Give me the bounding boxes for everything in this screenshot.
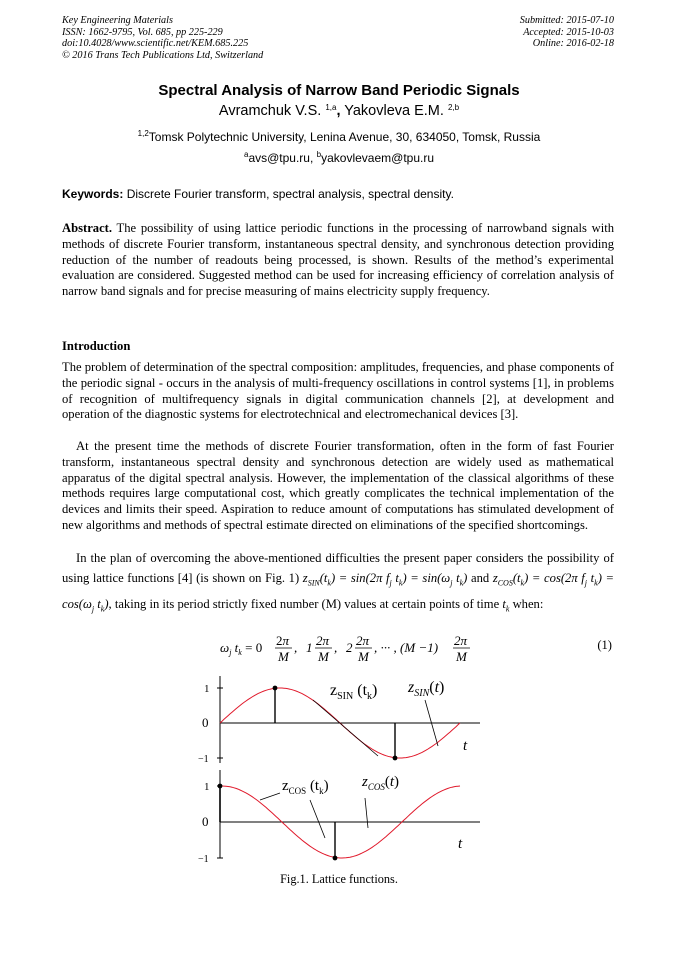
abstract bbox=[62, 221, 614, 300]
svg-text:M: M bbox=[456, 649, 467, 664]
accepted-date: Accepted: 2015-10-03 bbox=[523, 26, 614, 38]
intro-paragraph-3 bbox=[62, 548, 614, 619]
cos-tick-label-0: 0 bbox=[202, 814, 209, 829]
copyright: © 2016 Trans Tech Publications Ltd, Switzerland bbox=[62, 49, 264, 61]
intro-p3-when: when: bbox=[512, 596, 544, 611]
author-affiliation-mark: 1,a bbox=[325, 103, 337, 112]
cos-leader-line bbox=[365, 798, 368, 828]
equation-1-graphic bbox=[220, 633, 490, 665]
sin-tick-label-1: 1 bbox=[204, 683, 210, 695]
svg-text:M: M bbox=[278, 649, 289, 664]
author-name: Yakovleva E.M. bbox=[344, 103, 444, 119]
svg-text:2π: 2π bbox=[316, 633, 330, 648]
abstract-text: The possibility of using lattice periodic functions in the processing of narrowband signals with methods of discrete Fourier transform, instantaneous spectral density, and synchronous detection providing reduction of the number of readouts being processed, is shown. Results of the method’s experimental evaluation are considered. Suggested method can be used for increasing efficiency of correlation analysis of narrow band signals and for precise measuring of mains electricity supply frequency. bbox=[62, 221, 615, 299]
intro-p3-text: In the plan of overcoming the above-mentioned difficulties the present paper considers the possibility of using lattice functions [4] (is shown on Fig. 1) bbox=[62, 551, 614, 585]
figure-1 bbox=[180, 668, 500, 873]
lattice-functions-plot bbox=[180, 668, 500, 868]
figure-caption: Fig.1. Lattice functions. bbox=[280, 872, 398, 886]
tk-symbol: $t_k$ bbox=[502, 596, 510, 614]
affiliation-text: Tomsk Polytechnic University, Lenina Avenue, 30, 634050, Tomsk, Russia bbox=[148, 130, 541, 144]
email-address: yakovlevaem@tpu.ru bbox=[321, 151, 435, 165]
section-heading: Introduction bbox=[62, 339, 131, 353]
svg-text:2π: 2π bbox=[454, 633, 468, 648]
cos-sample-dot bbox=[333, 856, 338, 861]
svg-text:1: 1 bbox=[306, 640, 313, 655]
equation-1 bbox=[220, 633, 490, 669]
sin-axis-label: t bbox=[463, 738, 468, 754]
svg-text:,: , bbox=[294, 640, 298, 655]
sin-sample-dot bbox=[273, 686, 278, 691]
issn: ISSN: 1662-9795, Vol. 685, pp 225-229 bbox=[62, 26, 223, 38]
svg-text:2: 2 bbox=[346, 640, 353, 655]
email-mark: a bbox=[243, 150, 249, 159]
keywords bbox=[62, 187, 614, 201]
journal-header-left bbox=[62, 15, 263, 61]
keywords-label: Keywords: bbox=[62, 187, 124, 201]
abstract-label: Abstract. bbox=[62, 221, 113, 235]
svg-text:ωj tk = 0: $\omega_j$ $t_k = 0$ bbox=[220, 640, 263, 657]
svg-text:,: , bbox=[334, 640, 338, 655]
svg-text:2π: 2π bbox=[356, 633, 370, 648]
email-line: $^a$avs@tpu.ru, $^b$yakovlevaem@tpu.ru bbox=[243, 150, 435, 165]
cos-tick-label-minus-1: −1 bbox=[198, 854, 209, 865]
equation-number: (1) bbox=[597, 638, 612, 652]
affiliation bbox=[0, 130, 678, 144]
intro-p3-and: and bbox=[470, 571, 490, 585]
submitted-date: Submitted: 2015-07-10 bbox=[519, 15, 614, 26]
journal-header-right bbox=[520, 15, 614, 50]
cos-sample-dot bbox=[218, 784, 223, 789]
author-name: Avramchuk V.S. bbox=[218, 103, 322, 119]
zsin-formula: $z_{SIN}(t_k) = \sin(2\pi$ $f_j$ $t_k) = \sin(\omega_j$ $t_k$) bbox=[302, 571, 468, 588]
svg-text:M: M bbox=[318, 649, 329, 664]
sin-tick-label-0: 0 bbox=[202, 715, 209, 730]
doi: doi:10.4028/www.scientific.net/KEM.685.225 bbox=[62, 38, 249, 49]
zcos-formula: $z_{COS}(t_k) = \cos(2\pi$ $f_j$ $t_k) = \cos(\omega_j$ $t_k$) bbox=[62, 571, 615, 614]
affiliation-mark: 1,2 bbox=[137, 129, 149, 138]
intro-paragraph-2: At the present time the methods of discrete Fourier transformation, often in the form of fast Fourier transform, instantaneous spectral density and synchronous detection are widely used as mathematical apparatus of the digital spectral analysis. However, the implementation of the classical algorithms of these methods requires large computational cost, which greatly complicates the technical implementation of the devices and limits their speed. Aspiration to reduce amount of computations has stimulated development of new algorithms and methods of spectral estimate directed on eliminations of the specified shortcomings. bbox=[62, 439, 614, 532]
zsin-tk-label: $z_{SIN}$ $(t_k)$ bbox=[330, 682, 378, 702]
keywords-text: Discrete Fourier transform, spectral analysis, spectral density. bbox=[126, 187, 454, 201]
svg-text:2π: 2π bbox=[276, 633, 290, 648]
email-address: avs@tpu.ru bbox=[248, 151, 310, 165]
intro-paragraph-1: The problem of determination of the spectral composition: amplitudes, frequencies, and phase components of the periodic signal - occurs in the analysis of multi-frequency oscillations in control systems [1], in problems of recognition of multifrequency signals in digital communication channels [2], at development and operation of the diagnostic systems for electrotechnical and electromechanical devices [3]. bbox=[62, 360, 614, 422]
email-mark: b bbox=[316, 150, 322, 159]
journal-name: Key Engineering Materials bbox=[62, 15, 173, 26]
sin-tick-label-minus-1: −1 bbox=[198, 754, 209, 765]
paper-title: Spectral Analysis of Narrow Band Periodic Signals bbox=[158, 82, 520, 99]
zsin-t-label: $z_{SIN}(t)$ bbox=[408, 679, 445, 699]
intro-p3-text: , taking in its period strictly fixed number (M) values at certain points of time bbox=[108, 596, 500, 611]
cos-axis-label: t bbox=[458, 836, 463, 852]
cos-leader-line bbox=[310, 800, 325, 838]
svg-text:, ··· , (M −1): , ··· , (M −1) bbox=[374, 640, 439, 655]
cos-leader-line bbox=[260, 793, 280, 800]
zcos-tk-label: $z_{COS}$ $(t_k)$ bbox=[282, 778, 329, 796]
sin-leader-line bbox=[313, 700, 378, 756]
online-date: Online: 2016-02-18 bbox=[532, 38, 614, 49]
author-list: Avramchuk V.S. $^{1,a}$, Yakovleva E.M. $^{2,b}$ bbox=[218, 103, 460, 119]
zcos-t-label: $z_{COS}(t)$ bbox=[362, 774, 400, 792]
svg-text:M: M bbox=[358, 649, 369, 664]
sin-sample-dot bbox=[393, 756, 398, 761]
author-affiliation-mark: 2,b bbox=[447, 103, 460, 112]
cos-tick-label-1: 1 bbox=[204, 781, 210, 793]
